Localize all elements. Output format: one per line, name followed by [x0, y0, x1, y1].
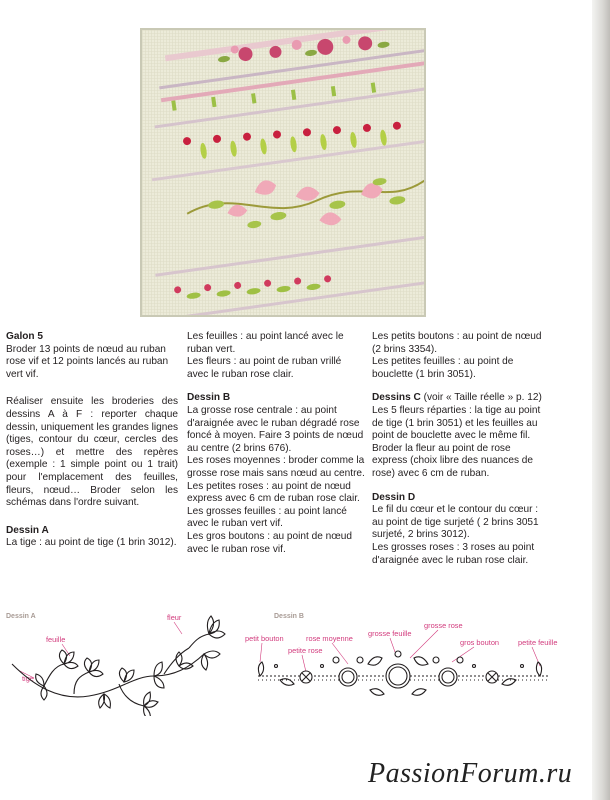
dessin-d-text-2: Les grosses roses : 3 roses au point d'araignée avec le ruban rose clair. — [372, 541, 535, 566]
label-petite-rose: petite rose — [288, 646, 323, 655]
petites-roses-text: Les petites roses : au point de nœud express avec 6 cm de ruban rose clair. — [187, 480, 360, 505]
diagram-b-title: Dessin B — [274, 613, 304, 620]
roses-moyennes-text: Les roses moyennes : broder comme la grosse rose mais sans nœud au centre. — [187, 455, 365, 479]
dessin-d-title: Dessin D — [372, 491, 416, 503]
label-rose-moyenne: rose moyenne — [306, 634, 353, 643]
label-grosse-feuille: grosse feuille — [368, 629, 412, 638]
watermark: PassionForum.ru — [368, 758, 573, 789]
dessin-a-text: La tige : au point de tige (1 brin 3012). — [6, 537, 177, 549]
galon-title: Galon 5 — [6, 331, 44, 342]
label-fleur: fleur — [167, 613, 182, 622]
diagram-a-title: Dessin A — [6, 613, 36, 620]
intro-text: Réaliser ensuite les broderies des dessins A à F : reporter chaque dessin, uniquement les grandes lignes (tiges, contour du cœur, cercles des roses…) et mettre des repères (exemple : 1 simple point ou 1 trait) pour l'emplacement des feuilles, fleurs, nœud… Broder selon les schémas dans l'ordre suivant. — [6, 396, 178, 509]
vine-drawing — [12, 616, 225, 716]
diagram-b — [240, 606, 560, 706]
petits-boutons-text: Les petits boutons : au point de nœud (2 brins 3354). — [372, 331, 542, 355]
column-3 — [372, 331, 546, 567]
grosse-rose-text: La grosse rose centrale : au point d'araignée avec le ruban dégradé rose foncé à moyen. Faire 3 points de nœud au centre (2 brins 676). — [187, 404, 364, 454]
dessin-c-ref: (voir « Taille réelle » p. 12) — [423, 392, 542, 404]
dessin-a-title: Dessin A — [6, 524, 49, 536]
label-petit-bouton: petit bouton — [245, 634, 284, 643]
galon-text: Broder 13 points de nœud au ruban rose vif et 12 points lancés au ruban vert vif. — [6, 343, 169, 380]
dessin-c-text: Les 5 fleurs réparties : la tige au point de tige (1 brin 3051) et les feuilles au point de bouclette avec le même fil. Broder la fleur au point de rose express (choix libre des nuances de rose) avec 6 cm de ruban. — [372, 404, 541, 479]
embroidery-photo — [140, 28, 426, 317]
dessin-c-heading — [372, 392, 546, 405]
label-petite-feuille: petite feuille — [518, 638, 558, 647]
border-drawing — [258, 651, 550, 695]
label-feuille: feuille — [46, 635, 66, 644]
grosses-feuilles-text: Les grosses feuilles : au point lancé avec le ruban vert vif. — [187, 505, 347, 530]
dessin-b-title: Dessin B — [187, 392, 231, 404]
label-gros-bouton: gros bouton — [460, 638, 500, 647]
gros-boutons-text: Les gros boutons : au point de nœud avec le ruban rose vif. — [187, 530, 352, 555]
label-tige: tige — [22, 674, 34, 683]
dessin-d-text-1: Le fil du cœur et le contour du cœur : au point de tige surjeté ( 2 brins 3051 surjeté, 2 brins 3012). — [372, 504, 539, 541]
column-2 — [187, 331, 365, 556]
diagram-a — [4, 606, 240, 716]
dessin-c-title: Dessins C — [372, 392, 421, 404]
petites-feuilles-text: Les petites feuilles : au point de bouclette (1 brin 3051). — [372, 356, 514, 380]
label-grosse-rose: grosse rose — [424, 621, 463, 630]
fleurs-text: Les fleurs : au point de ruban vrillé avec le ruban rose clair. — [187, 356, 342, 380]
column-1 — [6, 331, 178, 550]
book-spine-shadow — [592, 0, 610, 800]
feuilles-text: Les feuilles : au point lancé avec le ruban vert. — [187, 331, 344, 355]
